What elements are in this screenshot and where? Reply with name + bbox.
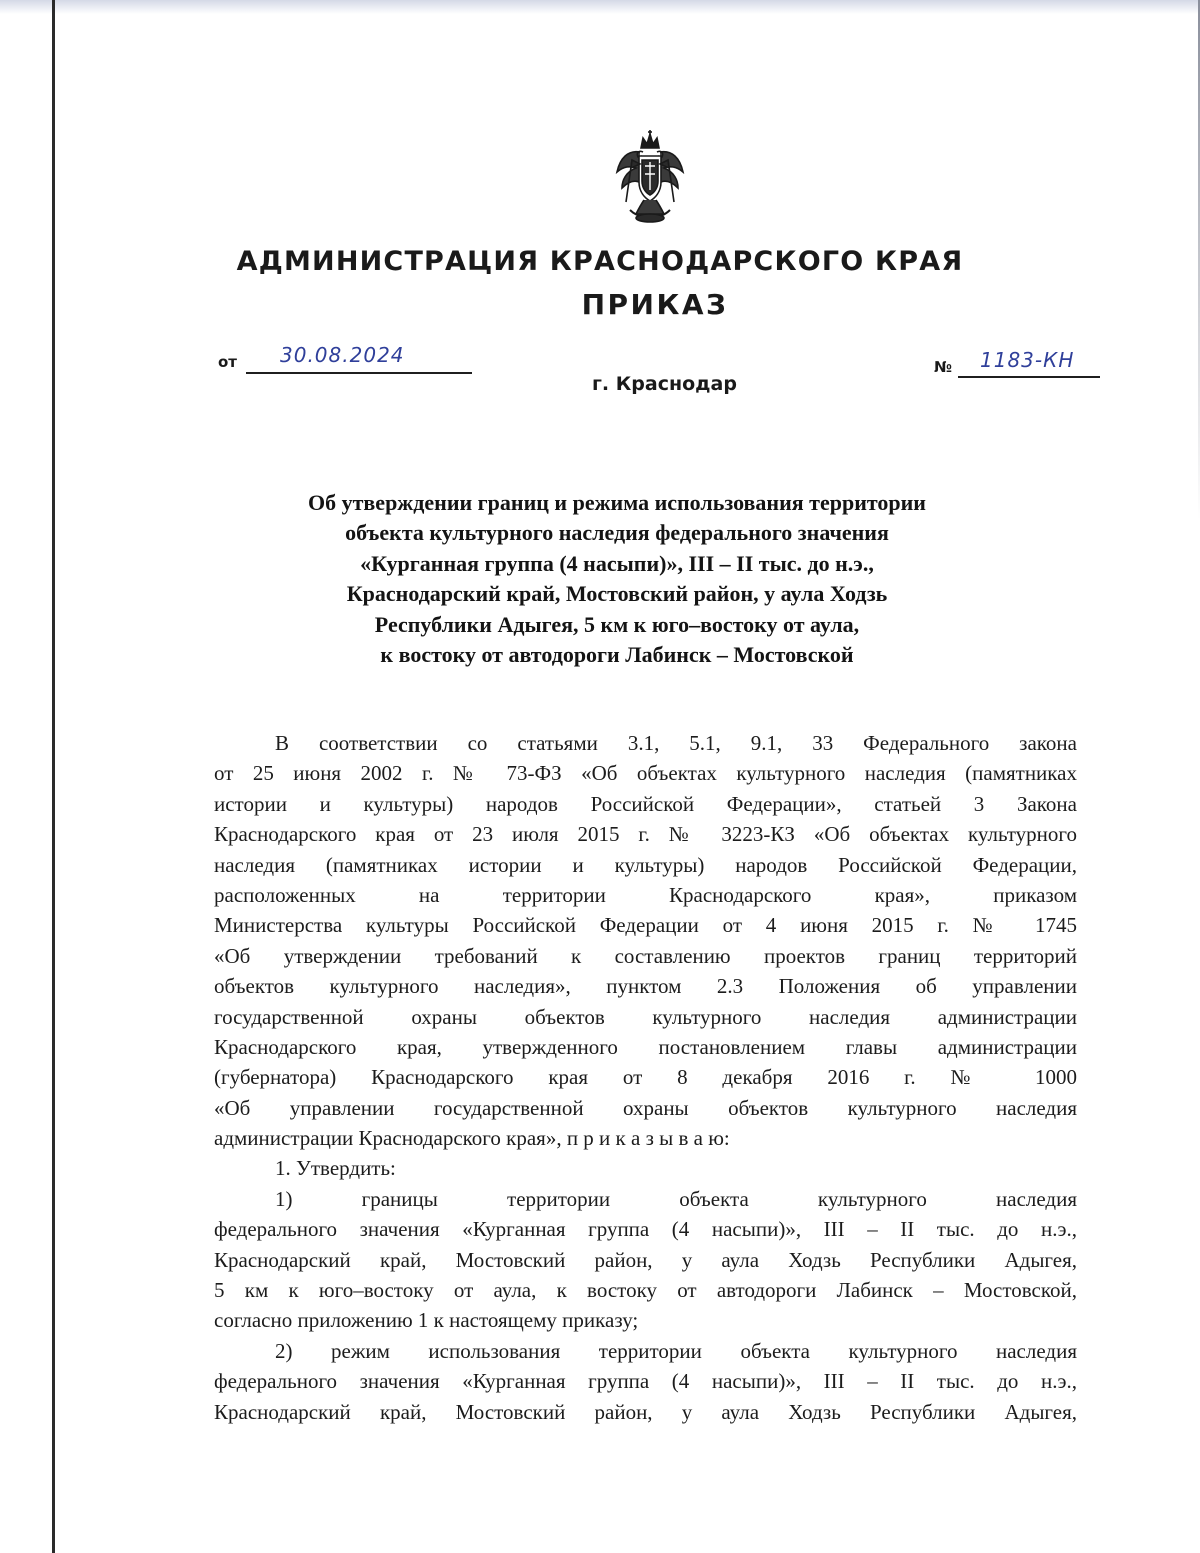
body-line: Краснодарского края от 23 июля 2015 г. № 3223-КЗ «Об объектах культурного — [214, 822, 1077, 847]
document-type: ПРИКАЗ — [581, 288, 729, 321]
body-line: истории и культуры) народов Российской Федерации», статьей 3 Закона — [214, 791, 1077, 816]
title-line: Об утверждении границ и режима использования территории — [308, 490, 926, 515]
body-line: от 25 июня 2002 г. № 73-ФЗ «Об объектах культурного наследия (памятниках — [214, 761, 1077, 786]
body-line: федерального значения «Курганная группа (4 насыпи)», III – II тыс. до н.э., — [214, 1369, 1077, 1394]
date-underline — [246, 372, 472, 374]
title-line: «Курганная группа (4 насыпи)», III – II тыс. до н.э., — [360, 550, 874, 576]
body-line: Краснодарский край, Мостовский район, у аула Ходзь Республики Адыгея, — [214, 1399, 1077, 1424]
date-label: от — [218, 353, 237, 371]
body-line: администрации Краснодарского края», п р и к а з ы в а ю: — [214, 1126, 730, 1151]
body-line: наследия (памятниках истории и культуры) народов Российской Федерации, — [214, 852, 1077, 877]
title-line: объекта культурного наследия федерального значения — [345, 520, 889, 546]
document-body — [214, 728, 1077, 1427]
scan-left-border — [52, 0, 55, 1553]
body-line: В соответствии со статьями 3.1, 5.1, 9.1, 33 Федерального закона — [275, 731, 1077, 755]
body-line: «Об утверждении требований к составлению проектов границ территорий — [214, 943, 1077, 968]
body-line: 1. Утвердить: — [275, 1156, 396, 1181]
body-line: Краснодарского края, утвержденного постановлением главы администрации — [214, 1034, 1077, 1059]
city: г. Краснодар — [592, 373, 737, 395]
document-title — [232, 488, 1002, 670]
organization-name: АДМИНИСТРАЦИЯ КРАСНОДАРСКОГО КРАЯ — [236, 246, 964, 277]
body-line: 5 км к юго–востоку от аула, к востоку от автодороги Лабинск – Мостовской, — [214, 1278, 1077, 1303]
handwritten-number: 1183-КН — [980, 348, 1075, 372]
handwritten-date: 30.08.2024 — [280, 343, 405, 367]
body-line: объектов культурного наследия», пунктом 2.3 Положения об управлении — [214, 974, 1077, 999]
body-line: «Об управлении государственной охраны объектов культурного наследия — [214, 1095, 1077, 1120]
body-line: 2) режим использования территории объекта культурного наследия — [275, 1338, 1077, 1363]
body-line: государственной охраны объектов культурного наследия администрации — [214, 1004, 1077, 1029]
scan-top-edge — [0, 0, 1200, 14]
body-line: Министерства культуры Российской Федерации от 4 июня 2015 г. № 1745 — [214, 913, 1077, 938]
body-line: Краснодарский край, Мостовский район, у аула Ходзь Республики Адыгея, — [214, 1247, 1077, 1272]
title-line: к востоку от автодороги Лабинск – Мостовской — [380, 642, 854, 668]
number-underline — [958, 376, 1100, 378]
title-line: Краснодарский край, Мостовский район, у аула Ходзь — [346, 581, 888, 607]
coat-of-arms-icon — [614, 130, 686, 224]
body-line: (губернатора) Краснодарского края от 8 декабря 2016 г. № 1000 — [214, 1065, 1077, 1090]
body-line: согласно приложению 1 к настоящему приказу; — [214, 1308, 639, 1333]
number-label: № — [934, 358, 953, 376]
body-line: 1) границы территории объекта культурного наследия — [275, 1186, 1077, 1211]
body-line: расположенных на территории Краснодарского края», приказом — [214, 882, 1077, 907]
body-line: федерального значения «Курганная группа (4 насыпи)», III – II тыс. до н.э., — [214, 1217, 1077, 1242]
title-line: Республики Адыгея, 5 км к юго–востоку от аула, — [374, 611, 860, 637]
